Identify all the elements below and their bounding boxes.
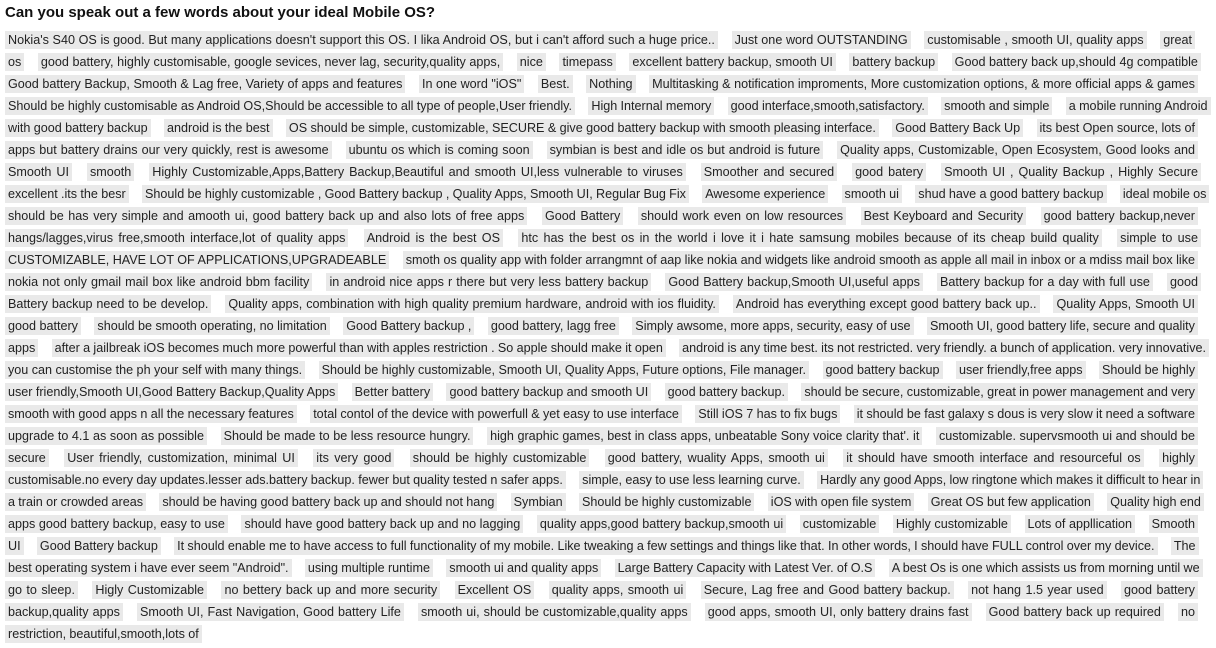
- answer-item: Should be highly customizable: [579, 493, 755, 511]
- answer-item: total contol of the device with powerfull & yet easy to use interface: [310, 405, 682, 423]
- answer-item: good battery backup.: [665, 383, 788, 401]
- answer-item: good battery, lagg free: [488, 317, 619, 335]
- answer-item: after a jailbreak iOS becomes much more powerful than with apples restriction . So apple should make it open: [52, 339, 666, 357]
- answer-item: Battery backup for a day with full use: [937, 273, 1153, 291]
- answer-item: iOS with open file system: [768, 493, 915, 511]
- answer-item: Better battery: [352, 383, 433, 401]
- answer-item: high graphic games, best in class apps, unbeatable Sony voice clarity that'. it: [487, 427, 922, 445]
- answer-item: great os: [5, 31, 1195, 71]
- answer-item: Nokia's S40 OS is good. But many applications doesn't support this OS. I lika Android OS, but i can't afford such a huge price..: [5, 31, 718, 49]
- answer-item: good battery backup and smooth UI: [446, 383, 651, 401]
- answer-item: Good battery back up required: [986, 603, 1164, 621]
- answer-item: no bettery back up and more security: [221, 581, 440, 599]
- answer-item: battery backup: [849, 53, 938, 71]
- answer-item: customizable. supervsmooth ui and should be secure: [5, 427, 1198, 467]
- answer-item: android is the best: [164, 119, 273, 137]
- answer-item: Quality apps, Customizable, Open Ecosystem, Good looks and Smooth UI: [5, 141, 1198, 181]
- answer-item: Simply awsome, more apps, security, easy of use: [632, 317, 913, 335]
- answer-item: Good battery back up,should 4g compatible: [952, 53, 1201, 71]
- answer-item: symbian is best and idle os but android is future: [547, 141, 823, 159]
- answer-item: good battery, wuality Apps, smooth ui: [605, 449, 828, 467]
- answer-item: simple to use: [1117, 229, 1201, 247]
- answer-item: Smoother and secured: [701, 163, 837, 181]
- answer-item: user friendly,free apps: [956, 361, 1086, 379]
- answer-item: OS should be simple, customizable, SECURE & give good battery backup with smooth pleasing interface.: [286, 119, 879, 137]
- answer-item: Hardly any good Apps, low ringtone which makes it difficult to hear in a train or crowded areas: [5, 471, 1203, 511]
- answer-item: good: [1167, 273, 1201, 291]
- answer-item: In one word "iOS": [419, 75, 524, 93]
- answer-item: good battery backup,never hangs/lagges,virus free,smooth interface,lot of quality apps: [5, 207, 1198, 247]
- answer-item: smooth: [87, 163, 134, 181]
- answer-item: Highly customizable: [893, 515, 1011, 533]
- answer-item: good battery backup,quality apps: [5, 581, 1198, 621]
- answer-item: CUSTOMIZABLE, HAVE LOT OF APPLICATIONS,UPGRADEABLE: [5, 251, 389, 269]
- answer-item: should be smooth operating, no limitation: [94, 317, 329, 335]
- answer-item: Lots of appllication: [1025, 515, 1135, 533]
- answer-item: good battery, highly customisable, google sevices, never lag, security,quality apps,: [38, 53, 503, 71]
- answer-item: simple, easy to use less learning curve.: [579, 471, 804, 489]
- answer-item: using multiple runtime: [305, 559, 433, 577]
- answer-item: good interface,smooth,satisfactory.: [728, 97, 928, 115]
- answer-item: Good Battery Back Up: [892, 119, 1023, 137]
- answer-item: excellent battery backup, smooth UI: [629, 53, 835, 71]
- answer-item: Good Battery backup ,: [343, 317, 474, 335]
- answer-item: it should have smooth interface and resourceful os: [843, 449, 1144, 467]
- answer-item: smooth ui and quality apps: [446, 559, 601, 577]
- answer-item: should be secure, customizable, great in power management and very smooth with good apps n all the necessary features: [5, 383, 1198, 423]
- answer-item: Smooth UI , Quality Backup , Highly Secure: [941, 163, 1201, 181]
- answer-item: should work even on low resources: [638, 207, 846, 225]
- answer-item: customizable: [800, 515, 880, 533]
- answer-item: in android nice apps r there but very less battery backup: [326, 273, 651, 291]
- answer-item: good batery: [852, 163, 926, 181]
- answer-item: should have good battery back up and no lagging: [241, 515, 523, 533]
- answer-item: Good Battery: [542, 207, 623, 225]
- answer-item: Should be highly customizable, Smooth UI, Quality Apps, Future options, File manager.: [319, 361, 809, 379]
- answer-item: Quality high end apps good battery backup, easy to use: [5, 493, 1204, 533]
- answer-item: Good battery Backup, Smooth & Lag free, Variety of apps and features: [5, 75, 405, 93]
- answer-item: Nothing: [586, 75, 635, 93]
- answer-item: Should be highly customizable , Good Battery backup , Quality Apps, Smooth UI, Regular Bug Fix: [142, 185, 689, 203]
- answer-item: android is any time best. its not restricted. very friendly. a bunch of application. very innovative. you can customise the ph your self with many things.: [5, 339, 1209, 379]
- answer-item: smooth ui: [842, 185, 902, 203]
- answer-item: Quality Apps, Smooth UI: [1053, 295, 1198, 313]
- answer-item: Should be highly customisable as Android OS,Should be accessible to all type of people,User friendly.: [5, 97, 575, 115]
- answer-item: Smooth UI, good battery life, secure and quality apps: [5, 317, 1198, 357]
- answer-item: Great OS but few application: [928, 493, 1094, 511]
- answer-item: A best Os is one which assists us from morning until we go to sleep.: [5, 559, 1203, 599]
- answer-item: Multitasking & notification improments, More customization options, & more official apps & games: [649, 75, 1198, 93]
- answer-item: quality apps,good battery backup,smooth ui: [537, 515, 786, 533]
- answer-item: Quality apps, combination with high quality premium hardware, android with ios fluidity.: [225, 295, 719, 313]
- answer-item: Good Battery backup,Smooth UI,useful apps: [665, 273, 923, 291]
- answer-item: should be highly customizable: [410, 449, 590, 467]
- answer-item: shud have a good battery backup: [915, 185, 1106, 203]
- answer-item: Best.: [538, 75, 573, 93]
- answer-item: Awesome experience: [702, 185, 828, 203]
- answer-item: smoth os quality app with folder arrangmnt of aap like nokia and widgets like android smooth as apple all mail in inbox or a mdiss mail box like nokia not only gmail mail box like android bbm facility: [5, 251, 1198, 291]
- answer-item: High Internal memory: [588, 97, 714, 115]
- answer-item: User friendly, customization, minimal UI: [64, 449, 298, 467]
- answer-item: timepass: [559, 53, 615, 71]
- answer-item: highly customisable.no every day updates.lesser ads.battery backup. fewer but quality tested n safer apps.: [5, 449, 1198, 489]
- answer-item: Best Keyboard and Security: [861, 207, 1026, 225]
- answer-item: It should enable me to have access to full functionality of my mobile. Like tweaking a few settings and things like that. In other words, I should have FULL control over my device.: [174, 537, 1157, 555]
- answer-item: nice: [517, 53, 546, 71]
- answers-cloud: [0, 26, 1216, 645]
- answer-item: smooth and simple: [941, 97, 1052, 115]
- answer-item: ideal mobile os should be has very simple and amooth ui, good battery back up and also lots of free apps: [5, 185, 1209, 225]
- answer-item: customisable , smooth UI, quality apps: [924, 31, 1146, 49]
- answer-item: Highly Customizable,Apps,Battery Backup,Beautiful and smooth UI,less vulnerable to viruses: [149, 163, 686, 181]
- answer-item: Secure, Lag free and Good battery backup.: [701, 581, 954, 599]
- answer-item: should be having good battery back up and should not hang: [159, 493, 497, 511]
- answer-item: Should be highly user friendly,Smooth UI,Good Battery Backup,Quality Apps: [5, 361, 1198, 401]
- answer-item: excellent .its the besr: [5, 185, 129, 203]
- answer-item: Still iOS 7 has to fix bugs: [695, 405, 840, 423]
- answer-item: Good Battery backup: [37, 537, 161, 555]
- answer-item: Large Battery Capacity with Latest Ver. of O.S: [615, 559, 876, 577]
- answer-item: ubuntu os which is coming soon: [346, 141, 533, 159]
- answer-item: Higly Customizable: [92, 581, 207, 599]
- answer-item: good battery: [5, 317, 81, 335]
- answer-item: its best Open source, lots of apps but battery drains our very quickly, rest is awesome: [5, 119, 1198, 159]
- answer-item: good battery backup: [823, 361, 943, 379]
- answer-item: htc has the best os in the world i love it i hate samsung mobiles because of its cheap build quality: [518, 229, 1101, 247]
- answer-item: Smooth UI, Fast Navigation, Good battery Life: [137, 603, 404, 621]
- question-heading: Can you speak out a few words about your ideal Mobile OS?: [5, 4, 436, 21]
- answer-item: it should be fast galaxy s dous is very slow it need a software upgrade to 4.1 as soon as possible: [5, 405, 1198, 445]
- answer-item: its very good: [313, 449, 394, 467]
- answer-item: Smooth UI: [5, 515, 1198, 555]
- answer-item: smooth ui, should be customizable,quality apps: [418, 603, 691, 621]
- answer-item: a mobile running Android with good battery backup: [5, 97, 1211, 137]
- answer-item: Battery backup need to be develop.: [5, 295, 211, 313]
- answer-item: Excellent OS: [455, 581, 535, 599]
- answer-item: not hang 1.5 year used: [968, 581, 1106, 599]
- answer-item: quality apps, smooth ui: [549, 581, 687, 599]
- answer-item: Just one word OUTSTANDING: [732, 31, 911, 49]
- answer-item: no restriction, beautiful,smooth,lots of: [5, 603, 1198, 643]
- answer-item: Android has everything except good battery back up..: [733, 295, 1040, 313]
- answer-item: Symbian: [511, 493, 566, 511]
- answer-item: good apps, smooth UI, only battery drains fast: [705, 603, 972, 621]
- answer-item: Android is the best OS: [364, 229, 503, 247]
- answer-item: The best operating system i have ever seem "Android".: [5, 537, 1199, 577]
- answer-item: Should be made to be less resource hungry.: [221, 427, 474, 445]
